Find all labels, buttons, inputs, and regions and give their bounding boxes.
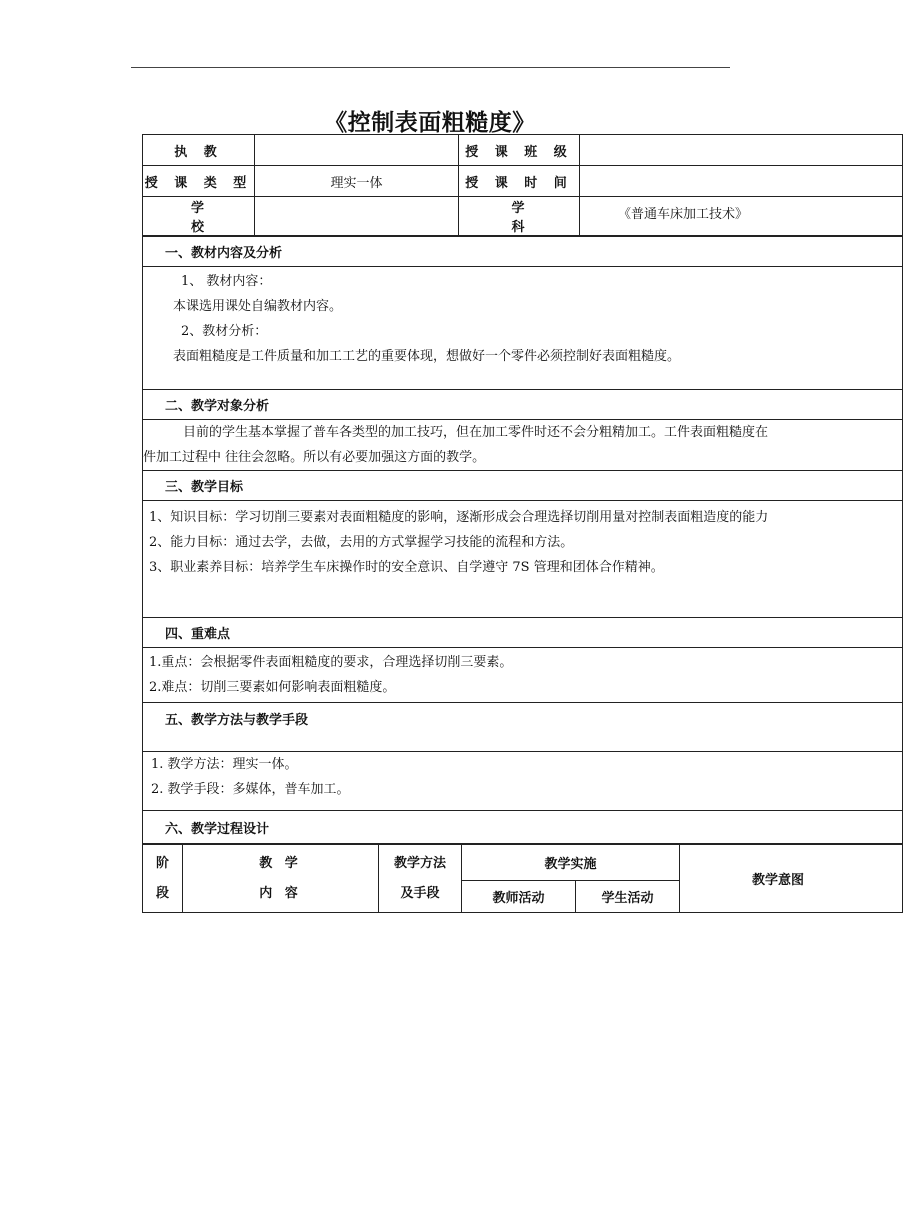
teacher-label: 执 教 — [143, 135, 255, 166]
school-value — [255, 197, 459, 236]
section-heading-learners: 二、教学对象分析 — [143, 390, 903, 420]
content-label-2: 内 容 — [259, 885, 302, 901]
type-label: 授 课 类 型 — [143, 166, 255, 197]
class-label: 授 课 班 级 — [459, 135, 580, 166]
content-label-1: 教 学 — [259, 855, 302, 871]
section-heading-objectives: 三、教学目标 — [143, 471, 903, 501]
section-heading-process: 六、教学过程设计 — [143, 811, 903, 844]
text-line: 1、知识目标：学习切削三要素对表面粗糙度的影响，逐渐形成会合理选择切削用量对控制表面粗造度的能力 — [149, 510, 769, 525]
school-label: 学 校 — [143, 197, 255, 236]
teacher-value — [255, 135, 459, 166]
section-body-key-points — [143, 648, 903, 703]
info-table — [142, 134, 903, 236]
student-activity-header: 学生活动 — [576, 881, 680, 913]
teacher-activity-header: 教师活动 — [462, 881, 576, 913]
lesson-plan — [142, 134, 860, 906]
time-label: 授 课 时 间 — [459, 166, 580, 197]
text-line: 本课选用课处自编教材内容。 — [173, 299, 343, 314]
stage-label-1: 阶 — [155, 855, 169, 871]
section-body-learners — [143, 420, 903, 471]
text-line: 2. 教学手段：多媒体，普车加工。 — [151, 782, 350, 797]
subject-label: 学 科 — [459, 197, 580, 236]
type-value: 理实一体 — [255, 166, 459, 197]
method-label-2: 及手段 — [400, 885, 440, 901]
section-heading-key-points: 四、重难点 — [143, 618, 903, 648]
section-body-materials — [143, 267, 903, 390]
method-header — [379, 845, 462, 913]
text-line: 1. 教学方法：理实一体。 — [151, 757, 298, 772]
implementation-header: 教学实施 — [462, 845, 680, 881]
document-title: 《控制表面粗糙度》 — [324, 110, 536, 136]
intent-header: 教学意图 — [680, 845, 903, 913]
process-table — [142, 844, 903, 913]
subject-value: 《普通车床加工技术》 — [580, 197, 903, 236]
stage-label-2: 段 — [155, 885, 169, 901]
text-line: 3、职业素养目标：培养学生车床操作时的安全意识、自学遵守 7S 管理和团体合作精神。 — [149, 560, 664, 575]
text-line: 表面粗糙度是工件质量和加工工艺的重要体现，想做好一个零件必须控制好表面粗糙度。 — [173, 349, 681, 364]
sections-table — [142, 236, 903, 844]
text-line: 2.难点：切削三要素如何影响表面粗糙度。 — [149, 680, 396, 695]
stage-header — [143, 845, 183, 913]
section-body-objectives — [143, 501, 903, 618]
text-line: 1、 教材内容： — [181, 274, 272, 289]
text-line: 件加工过程中 往往会忽略。所以有必要加强这方面的教学。 — [143, 450, 486, 465]
text-line: 目前的学生基本掌握了普车各类型的加工技巧，但在加工零件时还不会分粗精加工。工件表面粗糙度在 — [183, 425, 769, 440]
section-heading-methods: 五、教学方法与教学手段 — [143, 703, 903, 752]
class-value — [580, 135, 903, 166]
section-body-methods — [143, 752, 903, 811]
text-line: 2、能力目标：通过去学，去做，去用的方式掌握学习技能的流程和方法。 — [149, 535, 574, 550]
time-value — [580, 166, 903, 197]
text-line: 2、教材分析： — [181, 324, 268, 339]
method-label-1: 教学方法 — [393, 855, 446, 871]
content-header — [183, 845, 379, 913]
text-line: 1.重点：会根据零件表面粗糙度的要求，合理选择切削三要素。 — [149, 655, 513, 670]
header-rule — [131, 67, 730, 68]
section-heading-materials: 一、教材内容及分析 — [143, 237, 903, 267]
